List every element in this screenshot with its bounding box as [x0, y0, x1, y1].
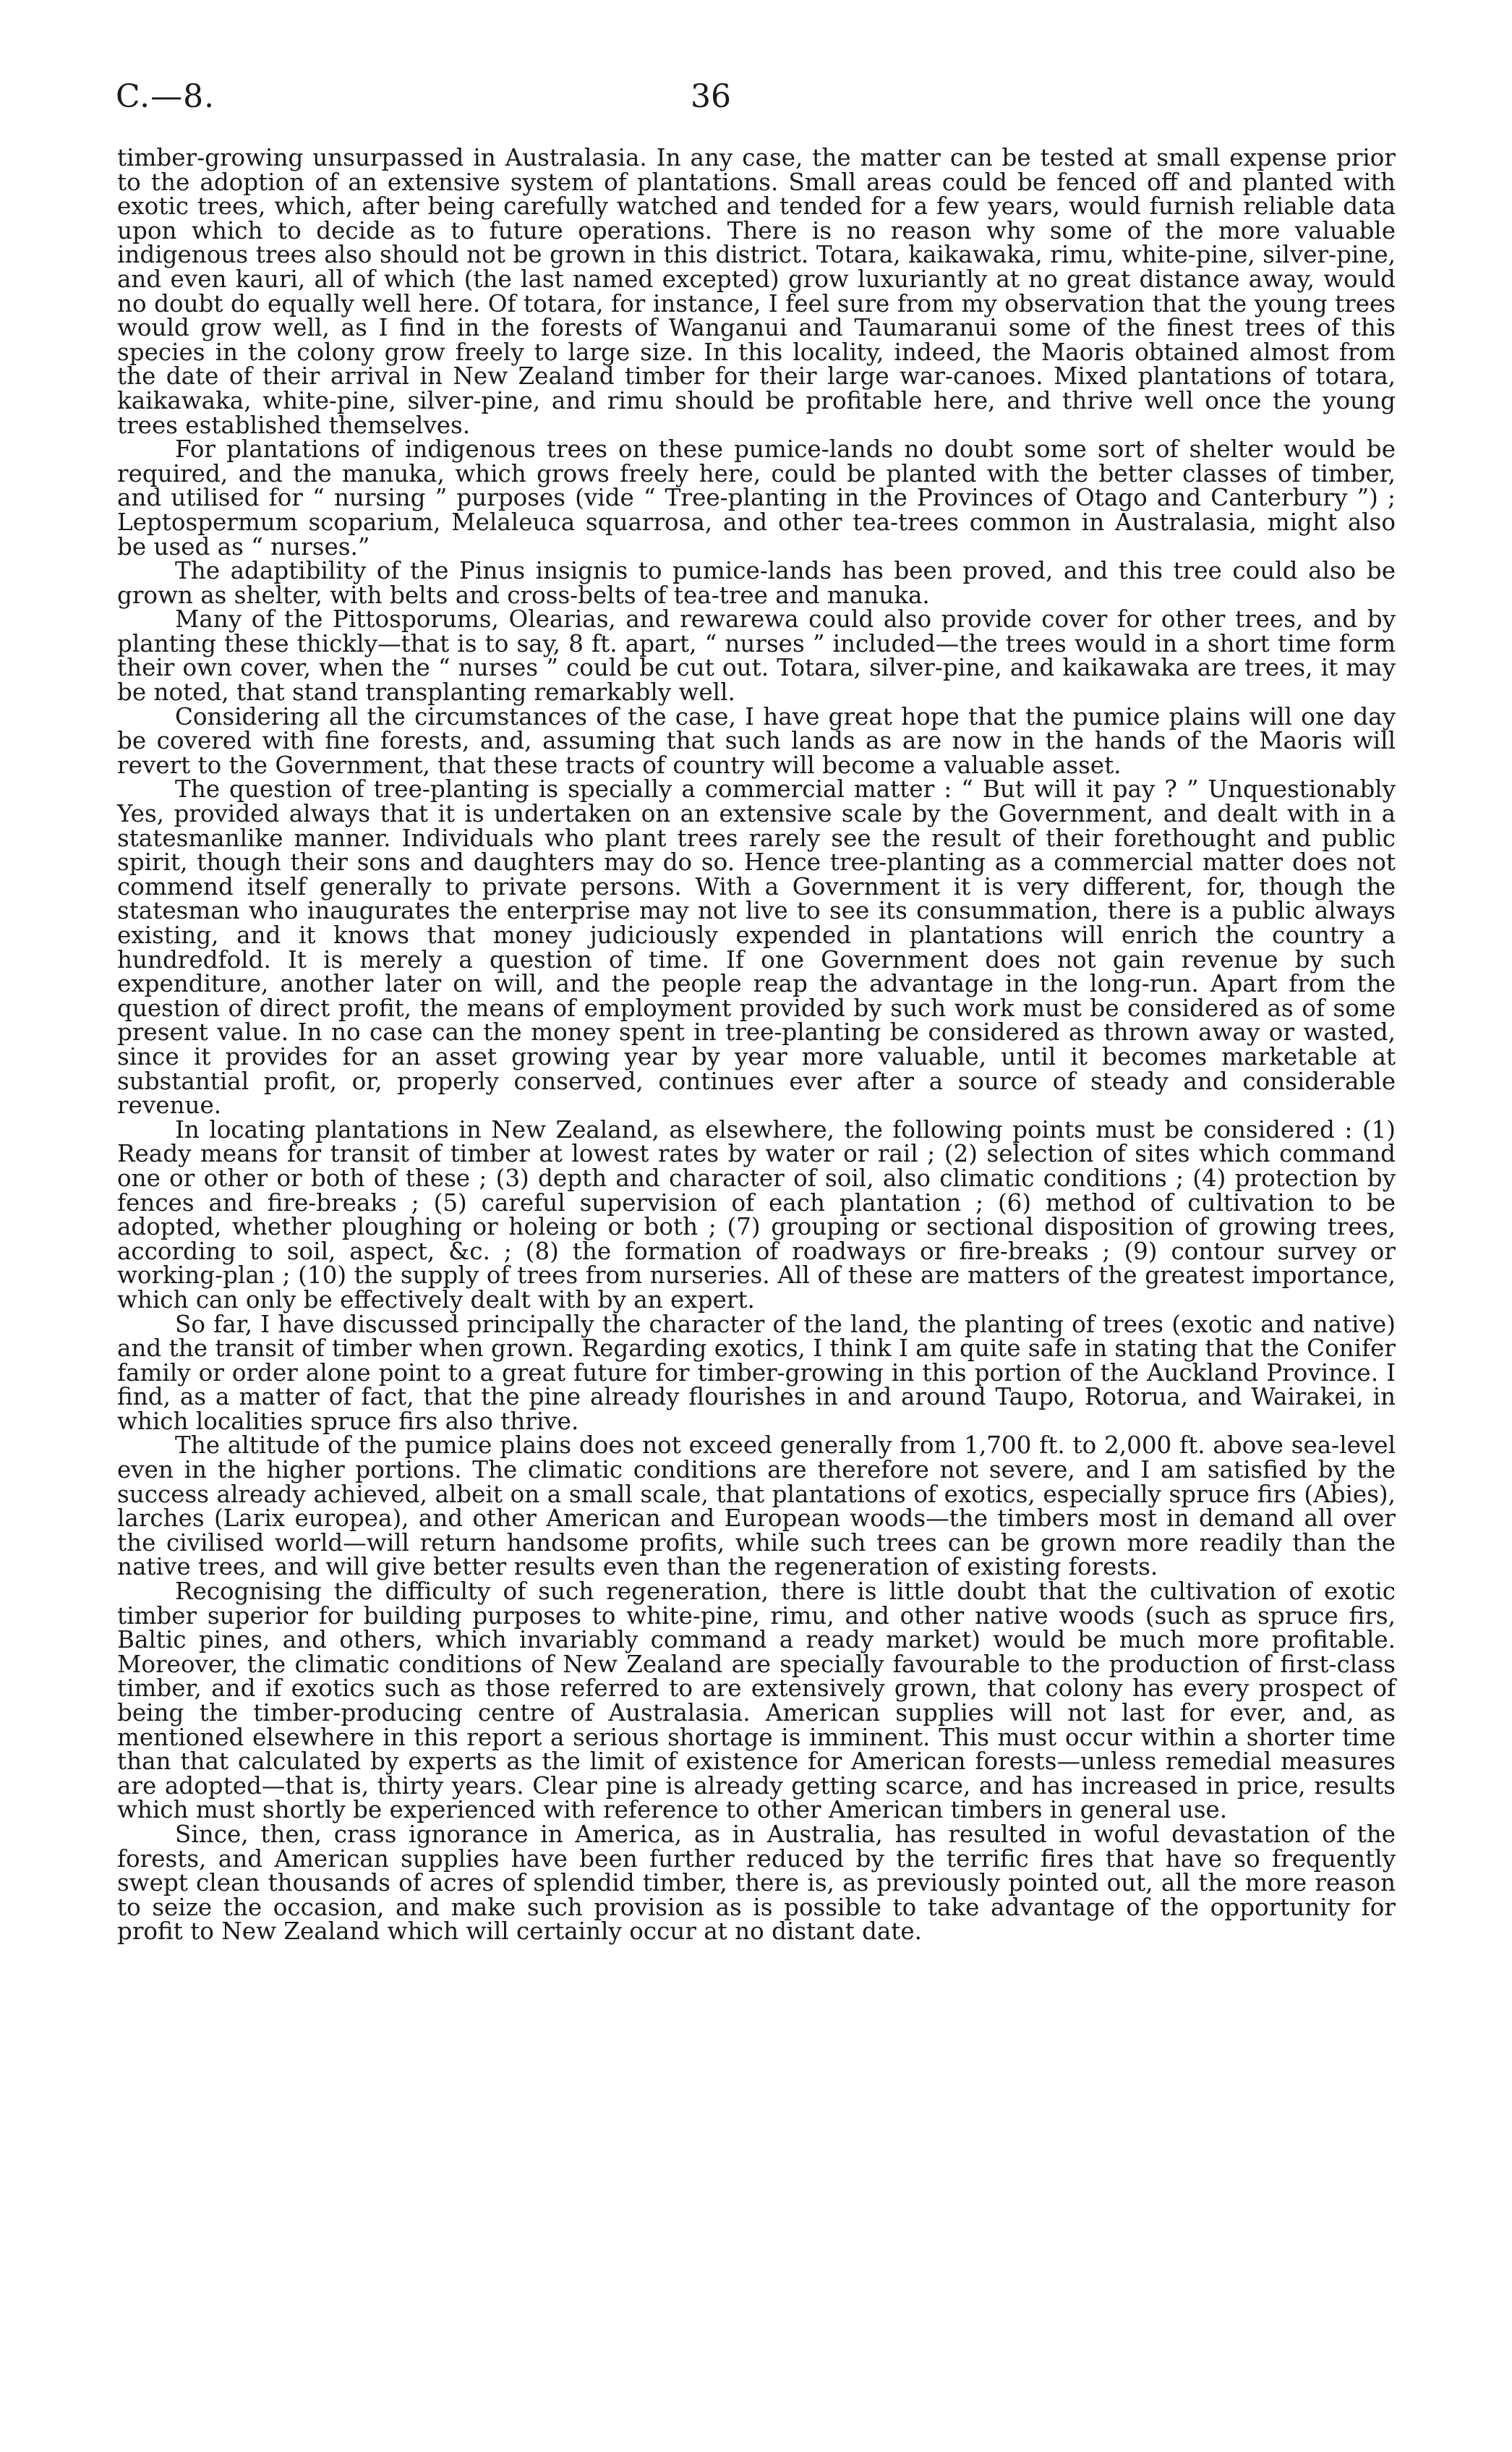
- paragraph: Recognising the difficulty of such regeneration, there is little doubt that the cultivation of exotic timber superior for building purposes to white-pine, rimu, and other native woods (such as spruce firs, Baltic pines, and others, which invariably command a ready market) would be much more profitable. Moreover, the climatic conditions of New Zealand are specially favourable to the production of first-class timber, and if exotics such as those referred to are extensively grown, that colony has every prospect of being the timber-producing centre of Australasia. American supplies will not last for ever, and, as mentioned elsewhere in this report a serious shortage is imminent. This must occur within a shorter time than that calculated by experts as the limit of existence for American forests—unless remedial measures are adopted—that is, thirty years. Clear pine is already getting scarce, and has increased in price, results which must shortly be experienced with reference to other American timbers in general use.: [117, 1578, 1396, 1824]
- body-text: [117, 146, 1396, 1944]
- paragraph: timber-growing unsurpassed in Australasia. In any case, the matter can be tested at small expense prior to the adoption of an extensive system of plantations. Small areas could be fenced off and planted with exotic trees, which, after being carefully watched and tended for a few years, would furnish reliable data upon which to decide as to future operations. There is no reason why some of the more valuable indigenous trees also should not be grown in this district. Totara, kaikawaka, rimu, white-pine, silver-pine, and even kauri, all of which (the last named excepted) grow luxuriantly at no great distance away, would no doubt do equally well here. Of totara, for instance, I feel sure from my observation that the young trees would grow well, as I find in the forests of Wanganui and Taumaranui some of the finest trees of this species in the colony grow freely to large size. In this locality, indeed, the Maoris obtained almost from the date of their arrival in New Zealand timber for their large war-canoes. Mixed plantations of totara, kaikawaka, white-pine, silver-pine, and rimu should be profitable here, and thrive well once the young trees established themselves.: [117, 144, 1396, 439]
- document-reference: C.—8.: [116, 78, 215, 115]
- paragraph: Considering all the circumstances of the case, I have great hope that the pumice plains will one day be covered with fine forests, and, assuming that such lands as are now in the hands of the Maoris will revert to the Government, that these tracts of country will become a valuable asset.: [117, 702, 1396, 779]
- page-number: 36: [691, 78, 731, 115]
- paragraph: In locating plantations in New Zealand, as elsewhere, the following points must be considered : (1) Ready means for transit of timber at lowest rates by water or rail ; (2) selection of sites which command one or other or both of these ; (3) depth and character of soil, also climatic conditions ; (4) protection by fences and fire-breaks ; (5) careful supervision of each plantation ; (6) method of cultivation to be adopted, whether ploughing or holeing or both ; (7) grouping or sectional disposition of growing trees, according to soil, aspect, &c. ; (8) the formation of roadways or fire-breaks ; (9) contour survey or working-plan ; (10) the supply of trees from nurseries. All of these are matters of the greatest importance, which can only be effectively dealt with by an expert.: [117, 1115, 1396, 1314]
- paragraph: The altitude of the pumice plains does not exceed generally from 1,700 ft. to 2,000 ft. above sea-level even in the higher portions. The climatic conditions are therefore not severe, and I am satisfied by the success already achieved, albeit on a small scale, that plantations of exotics, especially spruce firs (Abies), larches (Larix europea), and other American and European woods—the timbers most in demand all over the civilised world—will return handsome profits, while such trees can be grown more readily than the native trees, and will give better results even than the regeneration of existing forests.: [117, 1431, 1396, 1581]
- paragraph: Many of the Pittosporums, Olearias, and rewarewa could also provide cover for other trees, and by planting these thickly—that is to say, 8 ft. apart, “ nurses ” included—the trees would in a short time form their own cover, when the “ nurses ” could be cut out. Totara, silver-pine, and kaikawaka are trees, it may be noted, that stand transplanting remarkably well.: [117, 605, 1396, 707]
- paragraph: Since, then, crass ignorance in America, as in Australia, has resulted in woful devastation of the forests, and American supplies have been further reduced by the terrific fires that have so frequently swept clean thousands of acres of splendid timber, there is, as previously pointed out, all the more reason to seize the occasion, and make such provision as is possible to take advantage of the opportunity for profit to New Zealand which will certainly occur at no distant date.: [117, 1820, 1396, 1946]
- paragraph: For plantations of indigenous trees on these pumice-lands no doubt some sort of shelter would be required, and the manuka, which grows freely here, could be planted with the better classes of timber, and utilised for “ nursing ” purposes (vide “ Tree-planting in the Provinces of Otago and Canterbury ”) ; Leptospermum scoparium, Melaleuca squarrosa, and other tea-trees common in Australasia, might also be used as “ nurses.”: [117, 435, 1396, 561]
- paragraph: So far, I have discussed principally the character of the land, the planting of trees (exotic and native) and the transit of timber when grown. Regarding exotics, I think I am quite safe in stating that the Conifer family or order alone point to a great future for timber-growing in this portion of the Auckland Province. I find, as a matter of fact, that the pine already flourishes in and around Taupo, Rotorua, and Wairakei, in which localities spruce firs also thrive.: [117, 1310, 1396, 1435]
- paragraph: The adaptibility of the Pinus insignis to pumice-lands has been proved, and this tree could also be grown as shelter, with belts and cross-belts of tea-tree and manuka.: [117, 557, 1396, 609]
- paragraph: The question of tree-planting is specially a commercial matter : “ But will it pay ? ” Unquestionably Yes, provided always that it is undertaken on an extensive scale by the Government, and dealt with in a statesmanlike manner. Individuals who plant trees rarely see the result of their forethought and public spirit, though their sons and daughters may do so. Hence tree-planting as a commercial matter does not commend itself generally to private persons. With a Government it is very different, for, though the statesman who inaugurates the enterprise may not live to see its consummation, there is a public always existing, and it knows that money judiciously expended in plantations will enrich the country a hundredfold. It is merely a question of time. If one Government does not gain revenue by such expenditure, another later on will, and the people reap the advantage in the long-run. Apart from the question of direct profit, the means of employment provided by such work must be considered as of some present value. In no case can the money spent in tree-planting be considered as thrown away or wasted, since it provides for an asset growing year by year more valuable, until it becomes marketable at substantial profit, or, properly conserved, continues ever after a source of steady and considerable revenue.: [117, 775, 1396, 1120]
